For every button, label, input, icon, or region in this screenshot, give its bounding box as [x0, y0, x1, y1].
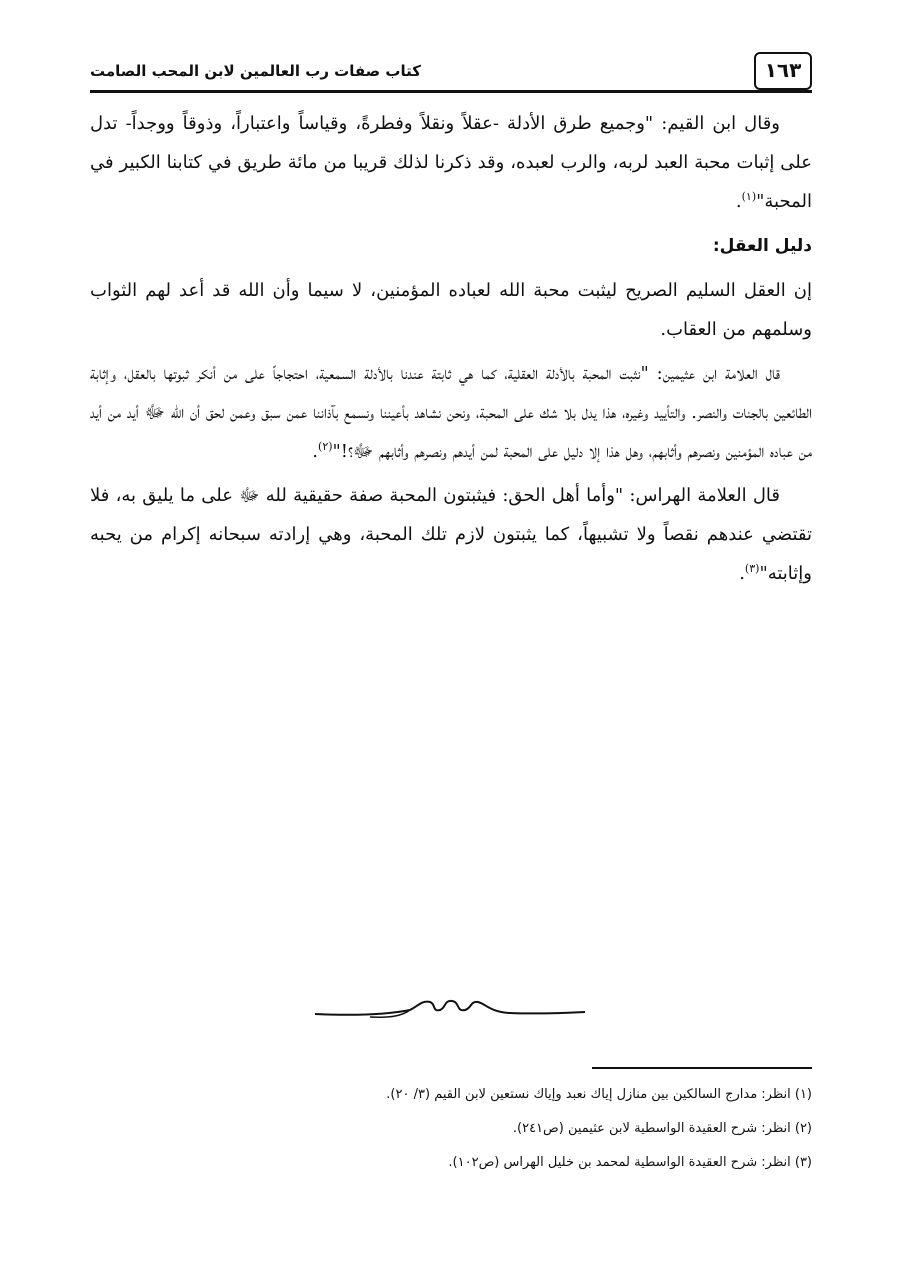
footnote-3: (٣) انظر: شرح العقيدة الواسطية لمحمد بن خليل الهراس (ص١٠٢).	[448, 1155, 812, 1170]
paragraph-alharras	[90, 476, 812, 593]
paragraph-end: .	[739, 563, 745, 584]
paragraph-end: .	[312, 441, 319, 462]
header-rule	[90, 90, 812, 93]
footnote-2: (٢) انظر: شرح العقيدة الواسطية لابن عثيمين (ص٢٤١).	[512, 1121, 812, 1136]
footnote-marker-3: (٣)	[744, 562, 760, 575]
paragraph-ibn-alqayyim	[90, 104, 812, 221]
paragraph-text: وقال ابن القيم: "وجميع طرق الأدلة -عقلاً ونقلاً وفطرةً، وقياساً واعتباراً، وذوقاً ووجداً- تدل على إثبات محبة العبد لربه، والرب لعبده، وقد ذكرنا لذلك قريبا من مائة طريق في كتابنا الكبير في المحبة"	[90, 113, 812, 212]
page-header	[90, 52, 812, 92]
paragraph-text: قال العلامة ابن عثيمين: "نثبت المحبة بالأدلة العقلية، كما هي ثابتة عندنا بالأدلة السمعية، احتجاجاً على من أنكر ثبوتها بالعقل، وإثابة الطائعين بالجنات والنصر. والتأييد وغيره، هذا يدل بلا شك على المحبة، ونحن نشاهد بأعيننا ونسمع بآذاننا عمن سبق وعمن لحق أن الله ﷻ أيد من أيد من عباده المؤمنين ونصرهم وأثابهم، وهل هذا إلا دليل على المحبة لمن أيدهم ونصرهم وأثابهم ﷻ؟!"	[90, 363, 812, 462]
paragraph-reason: إن العقل السليم الصريح ليثبت محبة الله لعباده المؤمنين، لا سيما وأن الله قد أعد لهم الثواب وسلمهم من العقاب.	[90, 280, 812, 340]
paragraph-text: قال العلامة الهراس: "وأما أهل الحق: فيثبتون المحبة صفة حقيقية لله ﷻ على ما يليق به، فلا تقتضي عندهم نقصاً ولا تشبيهاً، كما يثبتون لازم تلك المحبة، وهي إرادته سبحانه إكرام من يحبه وإثابته"	[90, 485, 812, 584]
paragraph-end: .	[735, 191, 742, 212]
ornament-divider	[310, 992, 590, 1032]
footnotes	[90, 1078, 812, 1180]
footnote-marker-2: (٢)	[318, 440, 333, 453]
page-number: ١٦٣	[754, 52, 812, 90]
running-title: كتاب صفات رب العالمين لابن المحب الصامت	[90, 62, 421, 80]
footnote-1: (١) انظر: مدارج السالكين بين منازل إياك نعبد وإياك نستعين لابن القيم (٣/ ٢٠).	[386, 1087, 812, 1102]
section-heading-text: دليل العقل:	[712, 236, 812, 256]
paragraph-ibn-uthaymeen	[90, 354, 812, 471]
footnote-marker-1: (١)	[741, 190, 757, 203]
footnote-rule	[592, 1067, 812, 1069]
section-heading	[90, 226, 812, 266]
main-text	[90, 104, 812, 598]
